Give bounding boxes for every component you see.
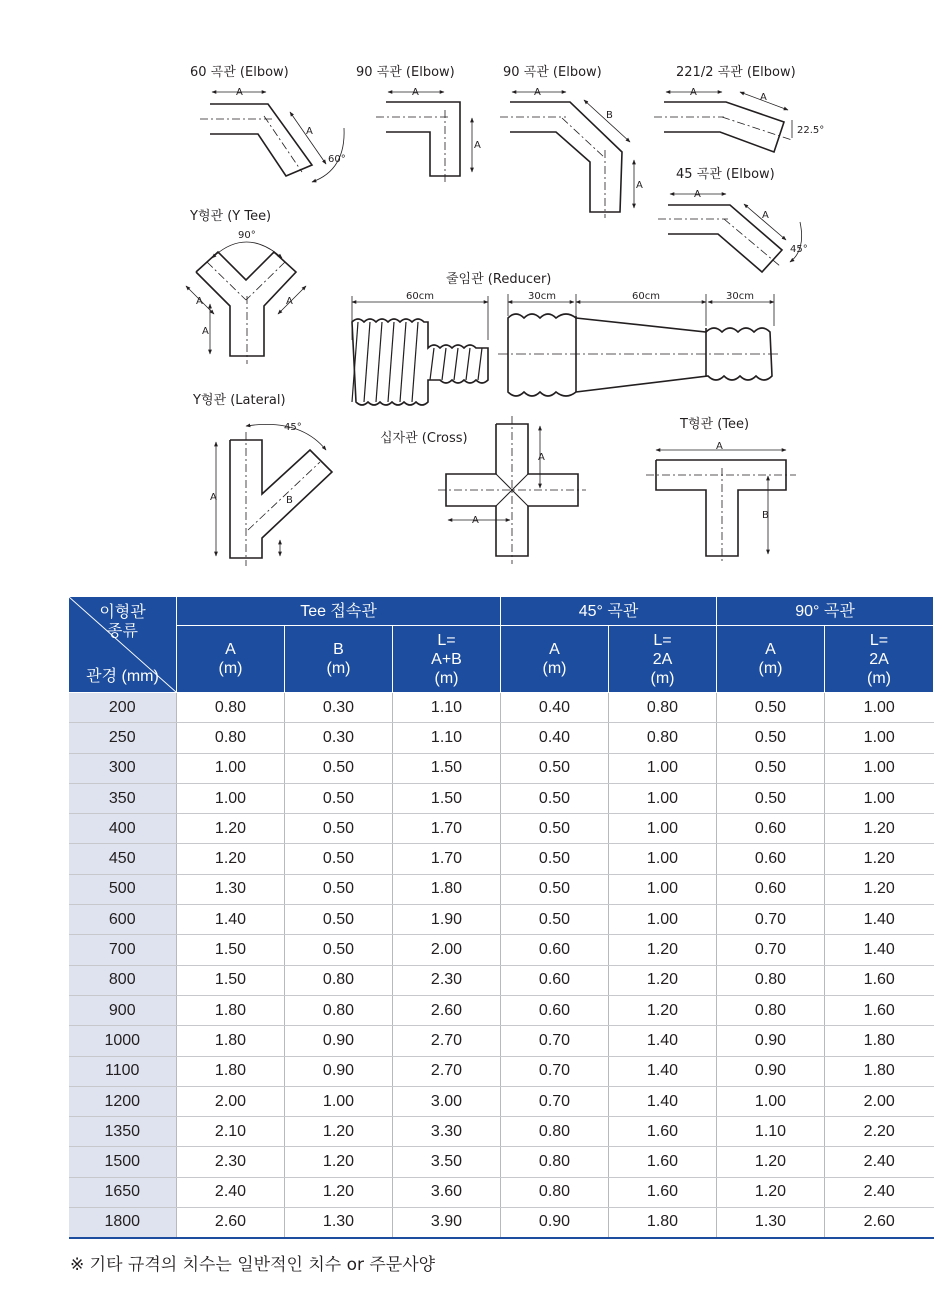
elbow-60-title: 60 곡관 (Elbow) <box>190 65 289 80</box>
dimension-cell: 1.40 <box>609 1026 717 1056</box>
table-row <box>69 1147 934 1177</box>
dimension-cell: 1.20 <box>825 844 934 874</box>
dimension-cell: 0.90 <box>501 1208 609 1238</box>
dimension-cell: 0.50 <box>717 723 825 753</box>
dimension-cell: 1.00 <box>609 753 717 783</box>
dimension-cell: 0.50 <box>285 935 393 965</box>
dimension-cell: 1.60 <box>825 965 934 995</box>
table-row <box>69 874 934 904</box>
svg-text:A: A <box>760 92 767 103</box>
table-row <box>69 995 934 1025</box>
dimension-cell: 1.40 <box>609 1056 717 1086</box>
elbow-60-diagram <box>190 64 346 182</box>
pipe-diameter-cell: 1800 <box>69 1208 177 1238</box>
dimension-cell: 0.80 <box>609 693 717 723</box>
dimension-cell: 0.80 <box>717 995 825 1025</box>
dimension-cell: 2.30 <box>393 965 501 995</box>
dimension-cell: 2.60 <box>393 995 501 1025</box>
table-row <box>69 783 934 813</box>
dimension-cell: 1.80 <box>177 1056 285 1086</box>
dimension-cell: 0.80 <box>501 1147 609 1177</box>
dimension-cell: 0.50 <box>285 814 393 844</box>
dimension-cell: 1.00 <box>609 814 717 844</box>
dimension-cell: 1.40 <box>177 905 285 935</box>
dimension-cell: 0.50 <box>501 783 609 813</box>
dimension-cell: 1.00 <box>609 783 717 813</box>
dimension-cell: 0.50 <box>501 814 609 844</box>
footnote: ※ 기타 규격의 치수는 일반적인 치수 or 주문사양 <box>70 1255 436 1275</box>
dimension-cell: 1.00 <box>609 905 717 935</box>
pipe-diameter-cell: 1100 <box>69 1056 177 1086</box>
dimension-cell: 1.70 <box>393 814 501 844</box>
dimension-cell: 0.80 <box>501 1177 609 1207</box>
elbow-90-title: 90 곡관 (Elbow) <box>356 65 455 80</box>
svg-text:A: A <box>694 189 701 200</box>
dimension-cell: 2.40 <box>825 1147 934 1177</box>
dimension-cell: 1.80 <box>825 1056 934 1086</box>
elbow-22-5-title: 221/2 곡관 (Elbow) <box>676 65 796 80</box>
table-row <box>69 1117 934 1147</box>
table-row <box>69 905 934 935</box>
dimension-cell: 1.60 <box>609 1117 717 1147</box>
pipe-diameter-cell: 450 <box>69 844 177 874</box>
pipe-diameter-cell: 300 <box>69 753 177 783</box>
table-row <box>69 693 934 723</box>
dimension-cell: 1.20 <box>825 874 934 904</box>
dimension-cell: 1.80 <box>825 1026 934 1056</box>
svg-text:B: B <box>286 495 293 506</box>
svg-text:B: B <box>606 110 613 121</box>
svg-text:A: A <box>196 296 203 307</box>
col-header-tee-l: L= A+B (m) <box>393 626 501 693</box>
svg-text:60cm: 60cm <box>632 291 660 302</box>
dimension-cell: 1.80 <box>609 1208 717 1238</box>
cross-diagram <box>380 416 586 564</box>
dimension-cell: 1.10 <box>393 693 501 723</box>
svg-text:A: A <box>210 492 217 503</box>
dimension-cell: 1.00 <box>825 783 934 813</box>
dimension-cell: 1.20 <box>717 1147 825 1177</box>
group-header-tee: Tee 접속관 <box>177 597 501 626</box>
dimension-cell: 0.90 <box>285 1026 393 1056</box>
svg-text:A: A <box>236 87 243 98</box>
svg-text:45°: 45° <box>790 244 808 255</box>
dimension-cell: 2.00 <box>825 1086 934 1116</box>
col-header-45-l: L= 2A (m) <box>609 626 717 693</box>
tee-diagram <box>646 416 796 564</box>
dimension-cell: 2.60 <box>177 1208 285 1238</box>
table-row <box>69 844 934 874</box>
dimension-cell: 3.90 <box>393 1208 501 1238</box>
fittings-diagrams <box>0 0 946 580</box>
table-row <box>69 723 934 753</box>
dimension-cell: 1.50 <box>393 783 501 813</box>
dimension-cell: 1.60 <box>825 995 934 1025</box>
svg-text:A: A <box>636 180 643 191</box>
dimension-cell: 0.50 <box>285 874 393 904</box>
dimension-cell: 2.60 <box>825 1208 934 1238</box>
table-row <box>69 1056 934 1086</box>
col-header-tee-a: A (m) <box>177 626 285 693</box>
dimension-cell: 2.70 <box>393 1026 501 1056</box>
table-row <box>69 1086 934 1116</box>
dimension-cell: 2.00 <box>177 1086 285 1116</box>
dimension-cell: 0.80 <box>501 1117 609 1147</box>
dimension-cell: 1.30 <box>177 874 285 904</box>
pipe-diameter-cell: 250 <box>69 723 177 753</box>
svg-text:A: A <box>306 126 313 137</box>
dimension-cell: 2.10 <box>177 1117 285 1147</box>
pipe-diameter-cell: 800 <box>69 965 177 995</box>
reducer-title: 줄임관 (Reducer) <box>446 272 552 287</box>
dimension-cell: 0.60 <box>717 874 825 904</box>
dimension-cell: 0.60 <box>501 965 609 995</box>
svg-text:A: A <box>472 515 479 526</box>
reducer-diagram <box>352 271 780 405</box>
pipe-diameter-cell: 600 <box>69 905 177 935</box>
table-header-row-1 <box>69 597 934 626</box>
dimension-cell: 1.20 <box>285 1147 393 1177</box>
pipe-diameter-cell: 500 <box>69 874 177 904</box>
pipe-diameter-cell: 200 <box>69 693 177 723</box>
dimension-cell: 0.30 <box>285 723 393 753</box>
svg-text:60°: 60° <box>328 154 346 165</box>
dimension-cell: 0.30 <box>285 693 393 723</box>
dimension-cell: 2.20 <box>825 1117 934 1147</box>
dimension-cell: 1.40 <box>609 1086 717 1116</box>
elbow-45-title: 45 곡관 (Elbow) <box>676 167 775 182</box>
svg-text:A: A <box>716 441 723 452</box>
dimension-cell: 1.00 <box>177 753 285 783</box>
dimension-cell: 1.40 <box>825 935 934 965</box>
dimension-cell: 0.90 <box>717 1056 825 1086</box>
pipe-diameter-cell: 700 <box>69 935 177 965</box>
dimension-cell: 1.00 <box>609 844 717 874</box>
elbow-90-diagram <box>356 64 481 184</box>
dimension-cell: 0.70 <box>717 905 825 935</box>
col-header-tee-b: B (m) <box>285 626 393 693</box>
dimension-cell: 1.20 <box>177 844 285 874</box>
group-header-90-elbow: 90° 곡관 <box>717 597 934 626</box>
dimension-cell: 1.10 <box>717 1117 825 1147</box>
pipe-diameter-cell: 1000 <box>69 1026 177 1056</box>
table-row <box>69 1026 934 1056</box>
table-row <box>69 965 934 995</box>
dimension-cell: 3.50 <box>393 1147 501 1177</box>
dimension-cell: 0.80 <box>177 723 285 753</box>
table-corner-header <box>69 597 177 693</box>
dimension-cell: 1.10 <box>393 723 501 753</box>
pipe-diameter-cell: 400 <box>69 814 177 844</box>
dimension-cell: 1.80 <box>393 874 501 904</box>
dimension-cell: 0.70 <box>501 1086 609 1116</box>
svg-text:60cm: 60cm <box>406 291 434 302</box>
dimension-cell: 1.40 <box>825 905 934 935</box>
fitting-type-label: 이형관 종류 <box>99 604 146 640</box>
dimension-cell: 0.50 <box>285 905 393 935</box>
dimension-cell: 1.50 <box>177 965 285 995</box>
dimension-cell: 2.40 <box>177 1177 285 1207</box>
dimension-cell: 3.60 <box>393 1177 501 1207</box>
table-row <box>69 814 934 844</box>
dimension-cell: 1.20 <box>825 814 934 844</box>
svg-text:22.5°: 22.5° <box>797 125 825 136</box>
dimension-cell: 1.00 <box>825 693 934 723</box>
dimension-cell: 1.00 <box>609 874 717 904</box>
dimension-cell: 2.70 <box>393 1056 501 1086</box>
dimension-cell: 2.40 <box>825 1177 934 1207</box>
svg-text:45°: 45° <box>284 422 302 433</box>
dimension-cell: 0.60 <box>717 844 825 874</box>
dimension-cell: 0.70 <box>501 1026 609 1056</box>
elbow-45-diagram <box>658 166 808 272</box>
elbow-22-5-diagram <box>654 64 824 152</box>
dimension-cell: 0.40 <box>501 723 609 753</box>
svg-text:A: A <box>286 296 293 307</box>
dimension-cell: 1.00 <box>285 1086 393 1116</box>
dimension-cell: 1.00 <box>825 723 934 753</box>
pipe-diameter-label: 관경 (mm) <box>86 668 159 685</box>
dimension-cell: 3.00 <box>393 1086 501 1116</box>
dimension-cell: 0.90 <box>717 1026 825 1056</box>
svg-text:30cm: 30cm <box>726 291 754 302</box>
dimension-cell: 1.60 <box>609 1177 717 1207</box>
table-row <box>69 935 934 965</box>
dimension-cell: 0.60 <box>717 814 825 844</box>
dimension-cell: 1.00 <box>177 783 285 813</box>
svg-text:A: A <box>202 326 209 337</box>
dimension-cell: 1.20 <box>285 1177 393 1207</box>
dimension-cell: 1.90 <box>393 905 501 935</box>
dimension-cell: 1.20 <box>717 1177 825 1207</box>
dimension-cell: 2.30 <box>177 1147 285 1177</box>
group-header-45-elbow: 45° 곡관 <box>501 597 717 626</box>
dimension-cell: 0.50 <box>501 874 609 904</box>
col-header-90-a: A (m) <box>717 626 825 693</box>
dimension-cell: 0.50 <box>285 844 393 874</box>
dimension-cell: 0.80 <box>285 995 393 1025</box>
dimension-cell: 2.00 <box>393 935 501 965</box>
pipe-diameter-cell: 1500 <box>69 1147 177 1177</box>
dimension-cell: 1.60 <box>609 1147 717 1177</box>
pipe-diameter-cell: 1350 <box>69 1117 177 1147</box>
svg-text:A: A <box>534 87 541 98</box>
dimension-cell: 0.40 <box>501 693 609 723</box>
svg-text:90°: 90° <box>238 230 256 241</box>
dimension-cell: 0.50 <box>501 753 609 783</box>
lateral-diagram <box>192 392 332 566</box>
dimension-cell: 0.90 <box>285 1056 393 1086</box>
svg-text:A: A <box>690 87 697 98</box>
table-row <box>69 1177 934 1207</box>
dimension-cell: 0.50 <box>285 783 393 813</box>
tee-title: T형관 (Tee) <box>680 417 750 432</box>
col-header-90-l: L= 2A (m) <box>825 626 934 693</box>
table-row <box>69 1208 934 1238</box>
dimension-cell: 1.30 <box>285 1208 393 1238</box>
dimension-cell: 0.50 <box>285 753 393 783</box>
dimension-cell: 1.70 <box>393 844 501 874</box>
dimension-cell: 1.20 <box>609 935 717 965</box>
y-tee-diagram <box>186 208 306 364</box>
dimension-cell: 1.20 <box>609 965 717 995</box>
dimension-cell: 0.80 <box>609 723 717 753</box>
dimension-cell: 0.70 <box>501 1056 609 1086</box>
elbow-90-segmented-title: 90 곡관 (Elbow) <box>503 65 602 80</box>
dimension-cell: 3.30 <box>393 1117 501 1147</box>
y-tee-title: Y형관 (Y Tee) <box>190 209 272 224</box>
dimension-cell: 1.50 <box>177 935 285 965</box>
dimension-cell: 0.50 <box>717 783 825 813</box>
svg-text:A: A <box>474 140 481 151</box>
pipe-diameter-cell: 1200 <box>69 1086 177 1116</box>
dimension-cell: 1.80 <box>177 995 285 1025</box>
dimension-cell: 1.20 <box>177 814 285 844</box>
fitting-dimensions-table <box>68 596 934 1239</box>
dimension-cell: 0.80 <box>285 965 393 995</box>
dimension-cell: 0.60 <box>501 995 609 1025</box>
svg-text:A: A <box>762 210 769 221</box>
dimension-cell: 1.20 <box>609 995 717 1025</box>
svg-text:30cm: 30cm <box>528 291 556 302</box>
dimension-cell: 1.30 <box>717 1208 825 1238</box>
table-row <box>69 753 934 783</box>
dimension-cell: 0.50 <box>717 693 825 723</box>
svg-text:B: B <box>762 510 769 521</box>
dimension-cell: 0.70 <box>717 935 825 965</box>
dimension-cell: 1.80 <box>177 1026 285 1056</box>
lateral-title: Y형관 (Lateral) <box>193 393 286 408</box>
dimension-cell: 0.50 <box>501 844 609 874</box>
elbow-90-segmented-diagram <box>500 64 643 218</box>
dimension-cell: 1.50 <box>393 753 501 783</box>
cross-title: 십자관 (Cross) <box>380 431 468 446</box>
dimension-cell: 0.80 <box>717 965 825 995</box>
svg-text:A: A <box>538 452 545 463</box>
svg-text:A: A <box>412 87 419 98</box>
dimension-cell: 0.60 <box>501 935 609 965</box>
dimension-cell: 1.20 <box>285 1117 393 1147</box>
dimension-cell: 0.50 <box>717 753 825 783</box>
dimension-cell: 0.50 <box>501 905 609 935</box>
pipe-diameter-cell: 350 <box>69 783 177 813</box>
dimension-cell: 0.80 <box>177 693 285 723</box>
table-header-row-2 <box>69 626 934 693</box>
dimension-cell: 1.00 <box>717 1086 825 1116</box>
pipe-diameter-cell: 900 <box>69 995 177 1025</box>
dimension-cell: 1.00 <box>825 753 934 783</box>
col-header-45-a: A (m) <box>501 626 609 693</box>
pipe-diameter-cell: 1650 <box>69 1177 177 1207</box>
